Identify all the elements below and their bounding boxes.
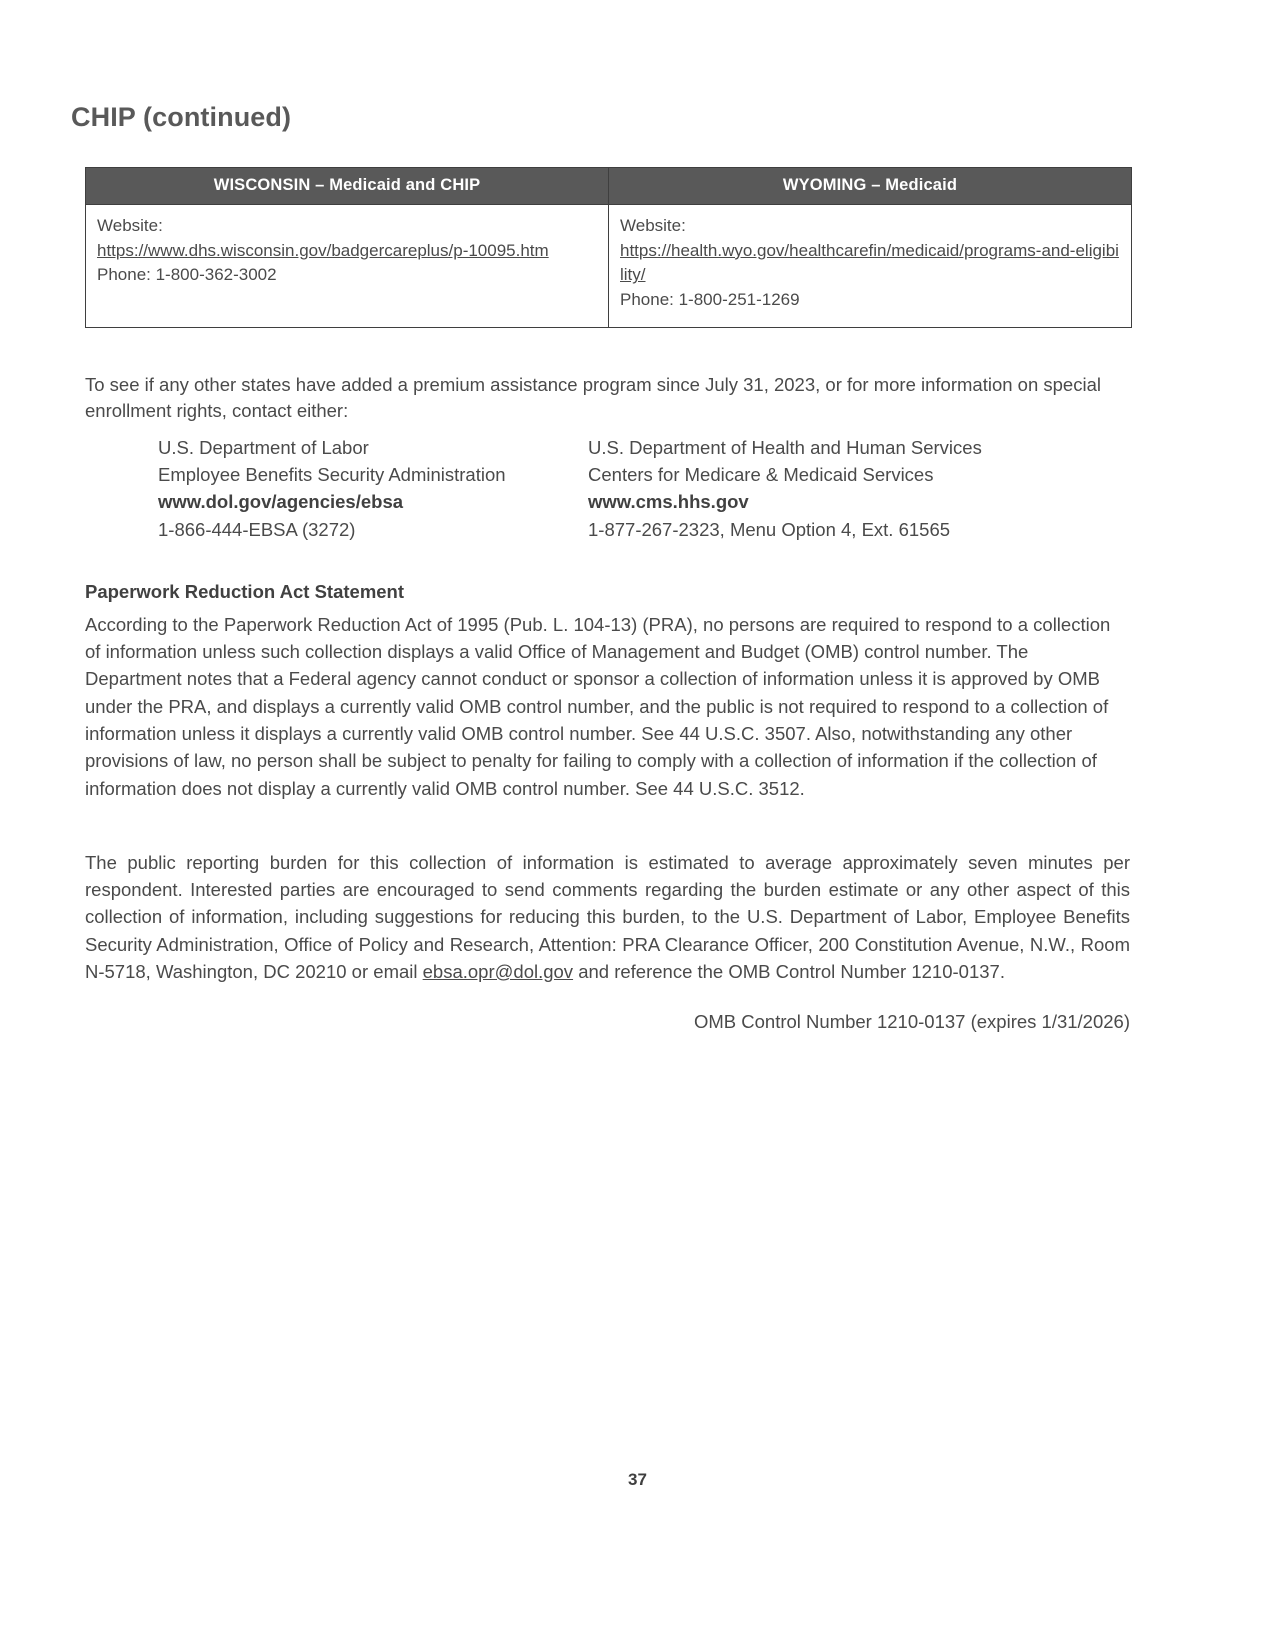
phone-text: Phone: 1-800-251-1269 [620,289,800,309]
page-number: 37 [628,1470,647,1489]
page-title: CHIP (continued) [71,102,292,133]
table-body [86,205,1132,328]
table-row [86,205,1132,328]
hhs-website-link[interactable]: www.cms.hhs.gov [588,491,749,513]
pra-section-heading: Paperwork Reduction Act Statement [85,581,405,603]
website-label: Website: [97,216,163,235]
website-label: Website: [620,216,686,235]
cell-wisconsin [86,205,609,328]
phone-text: Phone: 1-800-362-3002 [97,265,277,285]
hhs-agency-name: U.S. Department of Health and Human Services [588,437,982,458]
dol-agency-name: U.S. Department of Labor [158,437,369,458]
hhs-phone: 1-877-267-2323, Menu Option 4, Ext. 61565 [588,518,951,540]
ebsa-email-link[interactable]: ebsa.opr@dol.gov [422,961,574,982]
contact-column-dol [158,434,588,543]
burden-text-part1: The public reporting burden for this collection of information is estimated to average approximately seven minutes per respondent. Interested parties are encouraged to send comments regarding the burden estimate or any other aspect of this collection of information, including suggestions for reducing this burden, to the U.S. Department of Labor, Employee Benefits Security Administration, Office of Policy and Research, Attention: PRA Clearance Officer, 200 Constitution Avenue, N.W., Room N-5718, Washington, DC 20210 or email [85,851,1130,982]
pra-body-paragraph: According to the Paperwork Reduction Act of 1995 (Pub. L. 104-13) (PRA), no persons are required to respond to a collection of information unless such collection displays a valid Office of Management and Budget (OMB) control number. The Department notes that a Federal agency cannot conduct or sponsor a collection of information unless it is approved by OMB under the PRA, and displays a currently valid OMB control number, and the public is not required to respond to a collection of information unless it displays a currently valid OMB control number. See 44 U.S.C. 3507. Also, notwithstanding any other provisions of law, no person shall be subject to penalty for failing to comply with a collection of information if the collection of information does not display a currently valid OMB control number. See 44 U.S.C. 3512. [85,613,1111,799]
intro-paragraph: To see if any other states have added a premium assistance program since July 31, 2023, or for more information on special enrollment rights, contact either: [85,373,1101,421]
column-header-wisconsin: WISCONSIN – Medicaid and CHIP [86,168,609,205]
website-link[interactable]: https://www.dhs.wisconsin.gov/badgercareplus/p-10095.htm [97,240,549,260]
website-link[interactable]: https://health.wyo.gov/healthcarefin/medicaid/programs-and-eligibility/ [620,240,1119,285]
hhs-division-name: Centers for Medicare & Medicaid Services [588,464,934,486]
contact-column-hhs [588,434,1018,543]
burden-paragraph [85,849,1130,986]
column-header-wyoming: WYOMING – Medicaid [609,168,1132,205]
burden-text-part2: and reference the OMB Control Number 1210-0137. [573,961,1005,982]
dol-division-name: Employee Benefits Security Administration [158,464,506,486]
dol-website-link[interactable]: www.dol.gov/agencies/ebsa [158,491,404,513]
contacts-block [158,434,1118,543]
table-header [86,168,1132,205]
table-header-row [86,168,1132,205]
dol-phone: 1-866-444-EBSA (3272) [158,518,356,540]
state-contacts-table [85,167,1132,328]
cell-wyoming [609,205,1132,328]
omb-control-number-line: OMB Control Number 1210-0137 (expires 1/31/2026) [693,1011,1130,1032]
